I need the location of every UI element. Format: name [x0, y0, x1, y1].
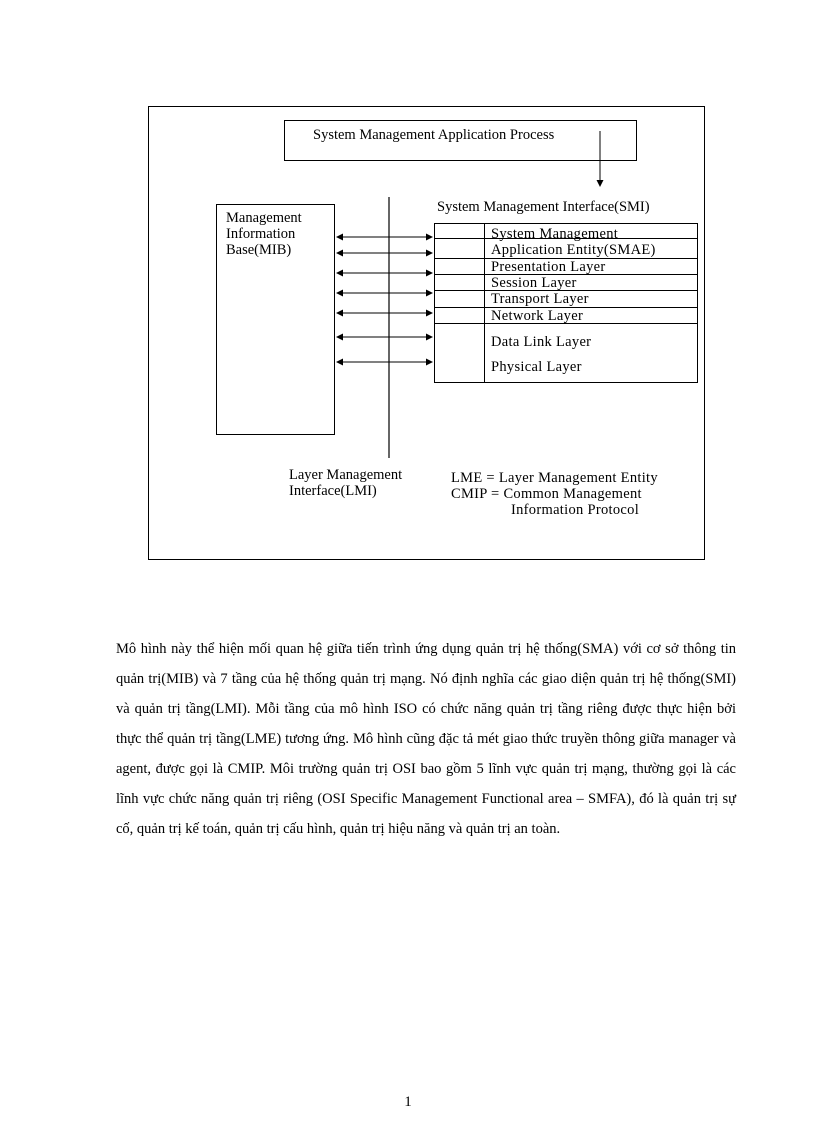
sma-process-label: System Management Application Process: [313, 127, 555, 143]
legend-line: Information Protocol: [511, 502, 640, 518]
layer-data-link: Data Link Layer: [491, 334, 592, 350]
layer-physical: Physical Layer: [491, 359, 582, 375]
body-paragraph: Mô hình này thể hiện mối quan hệ giữa tiến trình ứng dụng quản trị hệ thống(SMA) với cơ sở thông tin quản trị(MIB) và 7 tầng của hệ thống quản trị mạng. Nó định nghĩa các giao diện quản trị hệ thống(SMI) và quản trị tầng(LMI). Mỗi tầng của mô hình ISO có chức năng quản trị tầng riêng được thực hiện bởi thực thể quản trị tầng(LME) tương ứng. Mô hình cũng đặc tả mét giao thức truyền thông giữa manager và agent, được gọi là CMIP. Môi trường quản trị OSI bao gồm 5 lĩnh vực quản trị mạng, thường gọi là các lĩnh vực chức năng quản trị riêng (OSI Specific Management Functional area – SMFA), đó là quản trị sự cố, quản trị kế toán, quản trị cấu hình, quản trị hiệu năng và quản trị an toàn.: [116, 641, 736, 837]
layer-system-management: System Management: [491, 226, 619, 242]
lmi-label: [289, 467, 402, 499]
lmi-label-line: Interface(LMI): [289, 483, 377, 499]
legend-line: LME = Layer Management Entity: [451, 470, 658, 486]
lmi-label-line: Layer Management: [289, 467, 403, 483]
layer-application-entity: Application Entity(SMAE): [491, 242, 656, 258]
layer-session: Session Layer: [491, 275, 577, 291]
legend-line: CMIP = Common Management: [451, 486, 642, 502]
page-number: 1: [404, 1094, 412, 1110]
legend: [451, 470, 658, 518]
mib-label-line: Information: [226, 226, 296, 242]
layer-transport: Transport Layer: [491, 291, 589, 307]
smi-label: System Management Interface(SMI): [437, 199, 650, 215]
mib-label-line: Management: [226, 210, 302, 226]
layer-presentation: Presentation Layer: [491, 259, 606, 275]
layer-network: Network Layer: [491, 308, 584, 324]
mib-label-line: Base(MIB): [226, 242, 292, 258]
